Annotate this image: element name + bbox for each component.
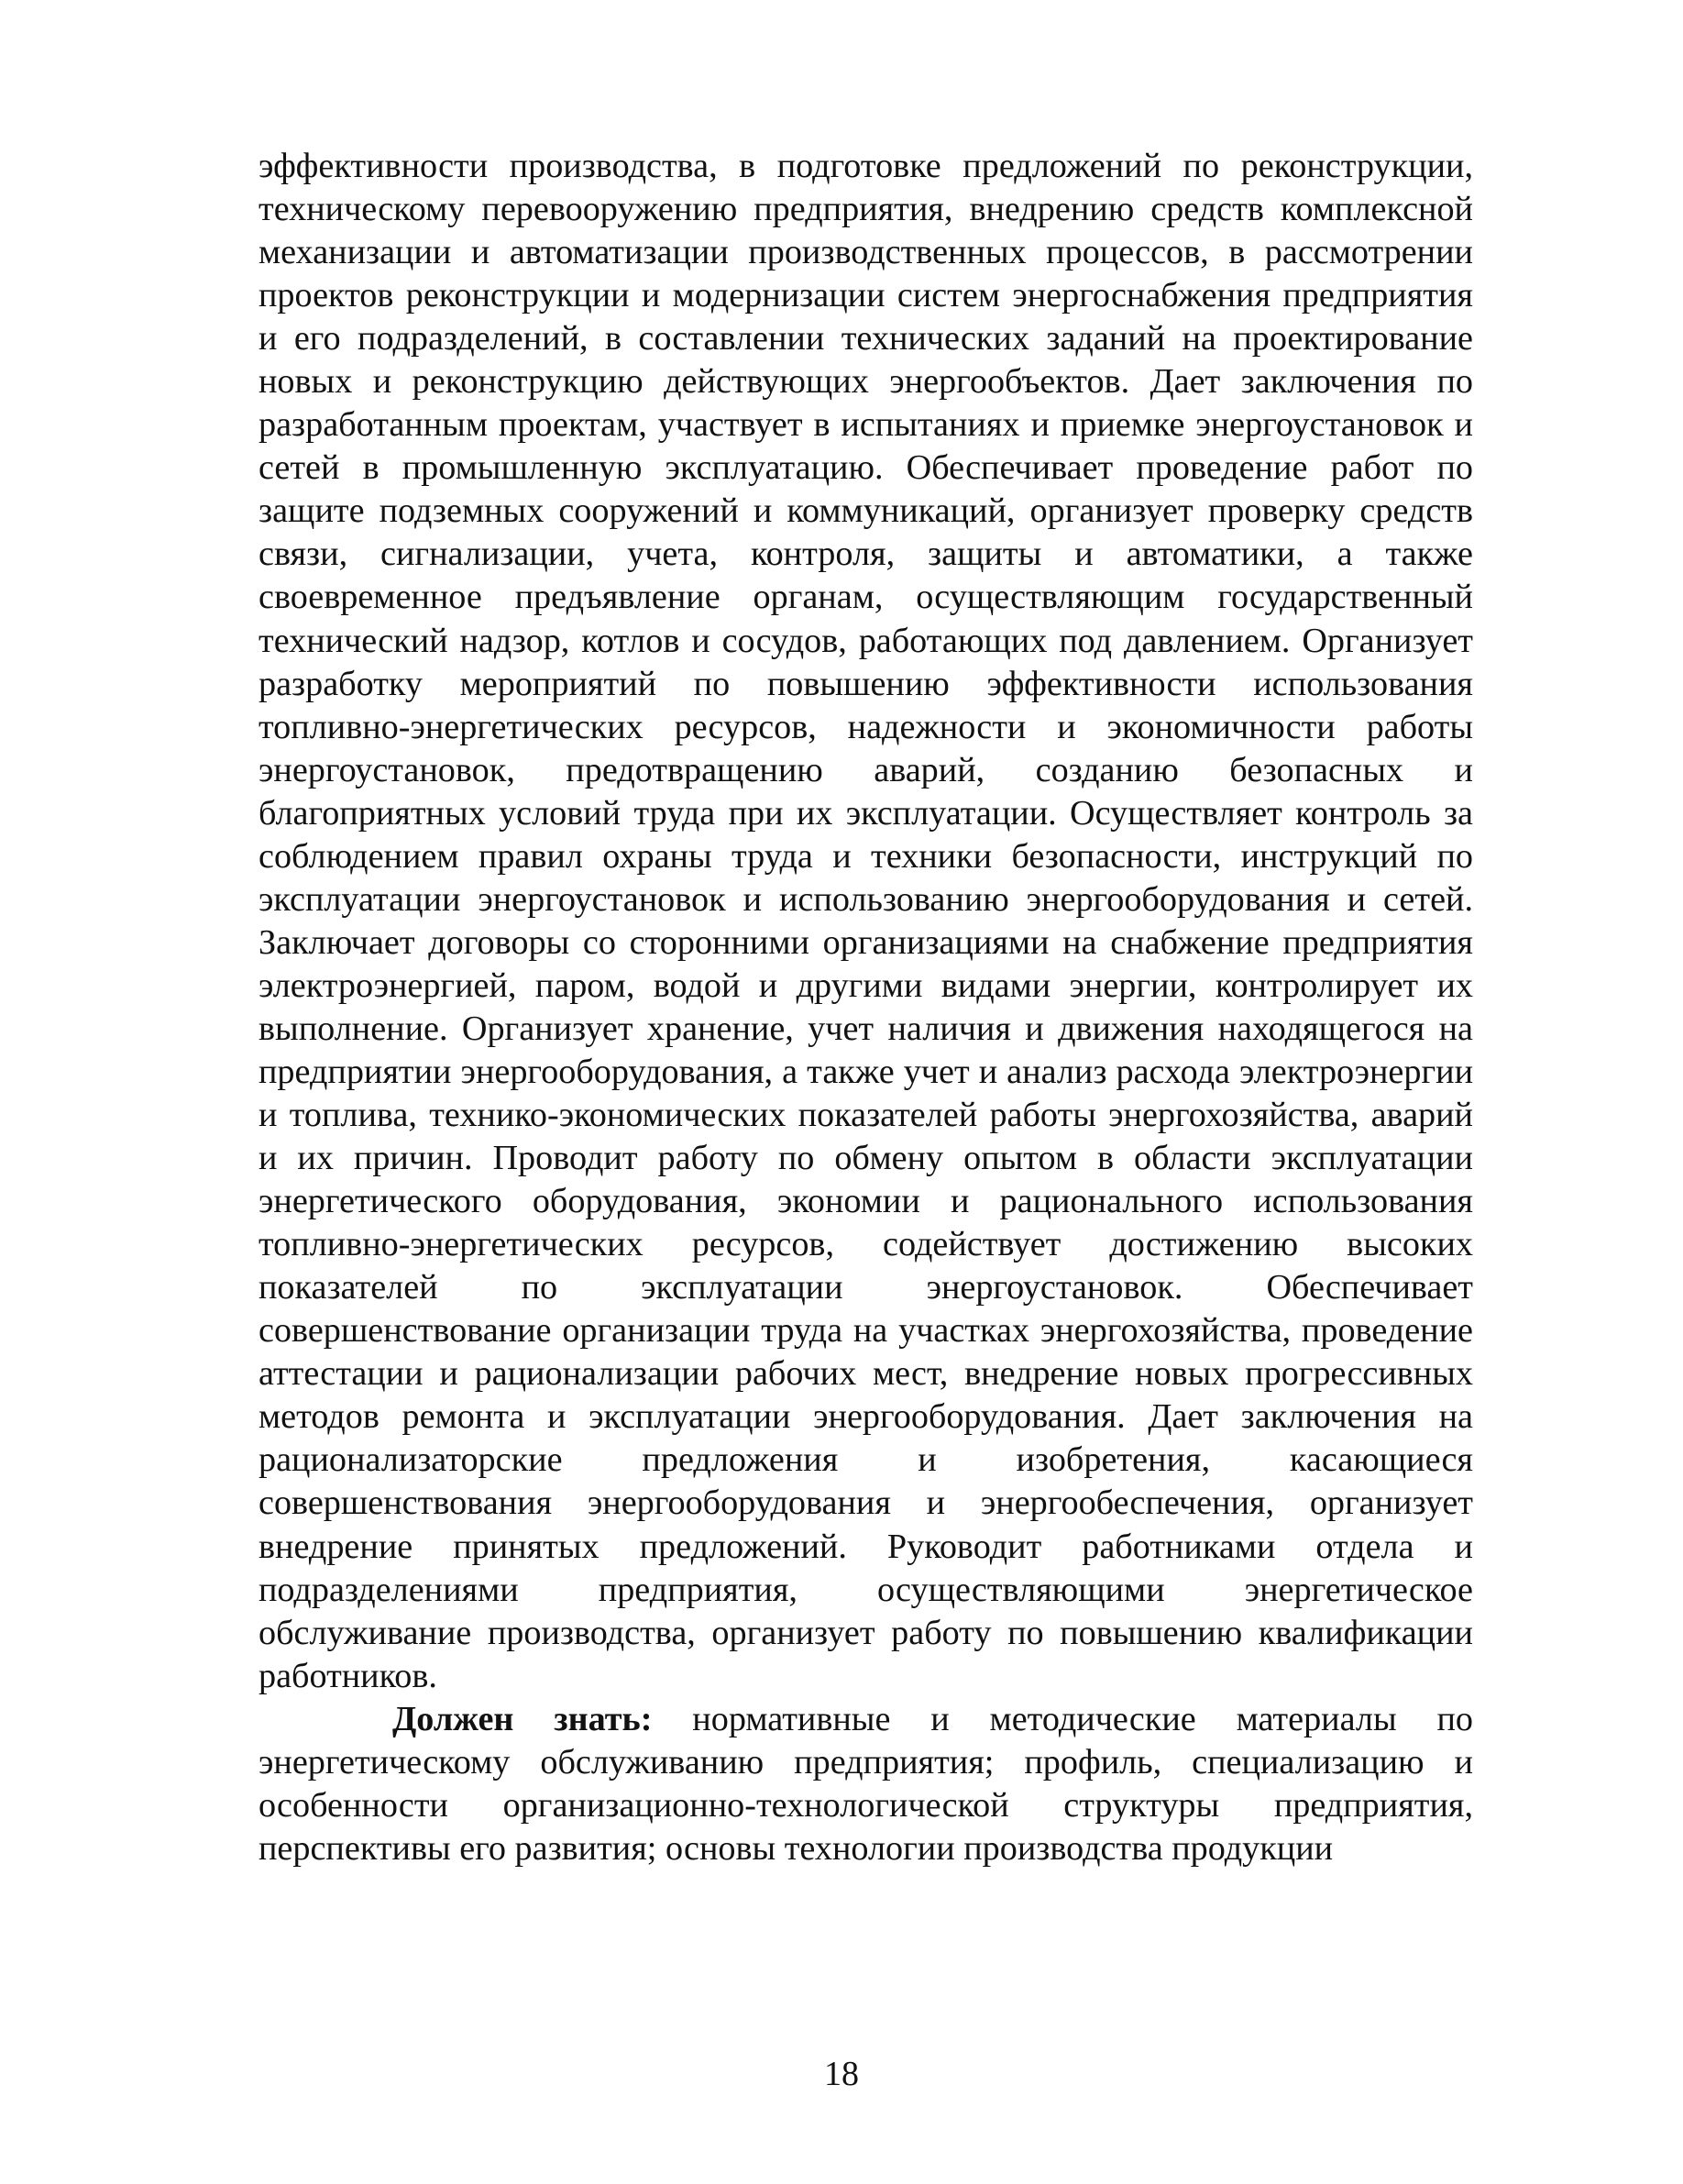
body-text bbox=[258, 145, 1473, 1870]
paragraph-must-know bbox=[258, 1698, 1473, 1870]
paragraph-duties-continued bbox=[258, 145, 1473, 1698]
paragraph-text: эффективности производства, в подготовке предложений по реконструкции, техническому перевооружению предприятия, внедрению средств комплексной механизации и автоматизации производственных процессов, в рассмотрении проектов реконструкции и модернизации систем энергоснабжения предприятия и его подразделений, в составлении технических заданий на проектирование новых и реконструкцию действующих энергообъектов. Дает заключения по разработанным проектам, участвует в испытаниях и приемке энергоустановок и сетей в промышленную эксплуатацию. Обеспечивает проведение работ по защите подземных сооружений и коммуникаций, организует проверку средств связи, сигнализации, учета, контроля, защиты и автоматики, а также своевременное предъявление органам, осуществляющим государственный технический надзор, котлов и сосудов, работающих под давлением. Организует разработку мероприятий по повышению эффективности использования топливно-энергетических ресурсов, надежности и экономичности работы энергоустановок, предотвращению аварий, созданию безопасных и благоприятных условий труда при их эксплуатации. Осуществляет контроль за соблюдением правил охраны труда и техники безопасности, инструкций по эксплуатации энергоустановок и использованию энергооборудования и сетей. Заключает договоры со сторонними организациями на снабжение предприятия электроэнергией, паром, водой и другими видами энергии, контролирует их выполнение. Организует хранение, учет наличия и движения находящегося на предприятии энергооборудования, а также учет и анализ расхода электроэнергии и топлива, технико-экономических показателей работы энергохозяйства, аварий и их причин. Проводит работу по обмену опытом в области эксплуатации энергетического оборудования, экономии и рационального использования топливно-энергетических ресурсов, содействует достижению высоких показателей по эксплуатации энергоустановок. Обеспечивает совершенствование организации труда на участках энергохозяйства, проведение аттестации и рационализации рабочих мест, внедрение новых прогрессивных методов ремонта и эксплуатации энергооборудования. Дает заключения на рационализаторские предложения и изобретения, касающиеся совершенствования энергооборудования и энергообеспечения, организует внедрение принятых предложений. Руководит работниками отдела и подразделениями предприятия, осуществляющими энергетическое обслуживание производства, организует работу по повышению квалификации работников. bbox=[258, 147, 1473, 1695]
paragraph-lead: Должен знать: bbox=[392, 1699, 653, 1738]
paragraph-text: нормативные и методические материалы по энергетическому обслуживанию предприятия; профиль, специализацию и особенности организационно-технологической структуры предприятия, перспективы его развития; основы технологии производства продукции bbox=[258, 1699, 1473, 1868]
page-number: 18 bbox=[824, 2055, 859, 2093]
